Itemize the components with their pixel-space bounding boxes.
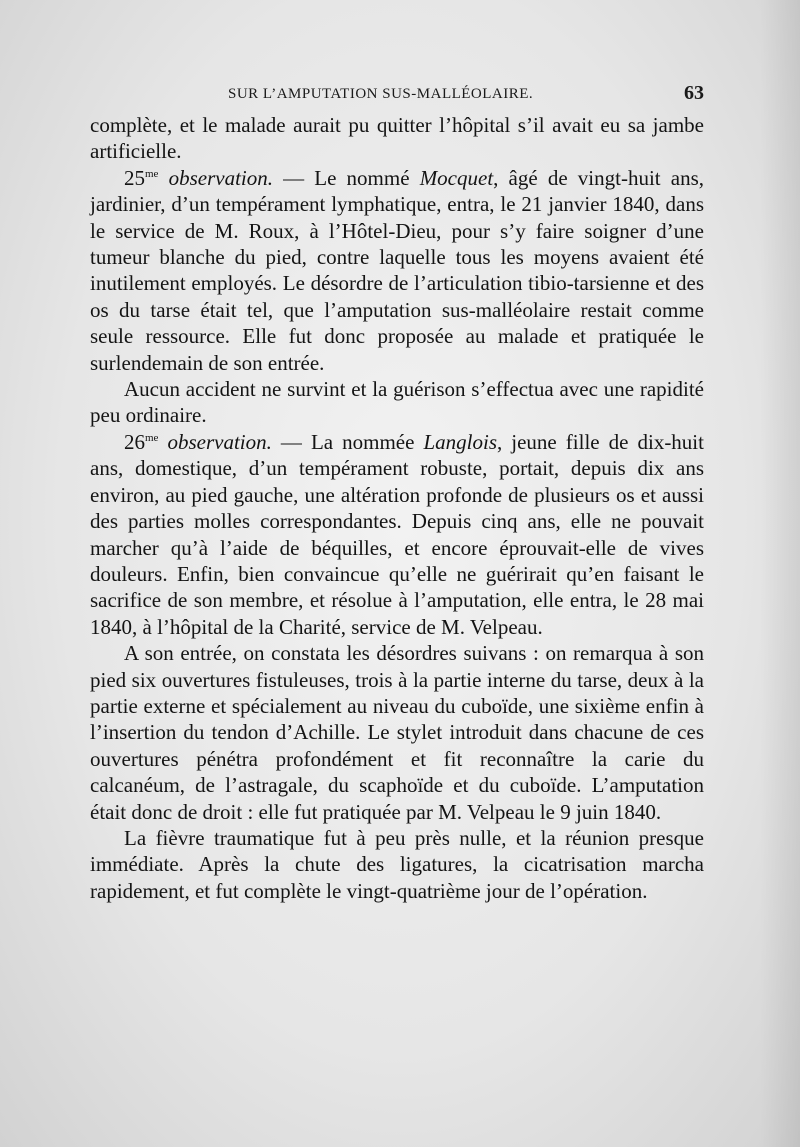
- running-title: SUR L’AMPUTATION SUS-MALLÉOLAIRE.: [228, 86, 534, 102]
- running-header: [90, 82, 704, 112]
- page-edge-shadow: [760, 0, 800, 1147]
- paragraph-observation-25: [90, 165, 704, 376]
- observation-number: $26^{me}$: [124, 429, 159, 454]
- paragraph-observation-26: [90, 429, 704, 640]
- paragraph-text: La fièvre traumatique fut à peu près nulle, et la réunion presque immédiate. Après la chute des ligatures, la cicatrisation marcha rapidement, et fut complète le vingt-quatrième jour de l’opération.: [90, 825, 704, 903]
- paragraph-text: Aucun accident ne survint et la guérison s’effectua avec une rapidité peu ordinaire.: [90, 377, 704, 428]
- paragraph-text: , jeune fille de dix-huit ans, domestique, d’un tempérament robuste, portait, depuis dix ans environ, au pied gauche, une altération profonde de plusieurs os et aussi des parties molles correspondantes. Depuis cinq ans, elle ne pouvait marcher qu’à l’aide de béquilles, et encore éprouvait-elle de vives douleurs. Enfin, bien convaincue qu’elle ne guérirait qu’en faisant le sacrifice de son membre, et résolue à l’amputation, elle entra, le 28 mai 1840, à l’hôpital de la Charité, service de M. Velpeau.: [90, 429, 704, 639]
- page-number: 63: [684, 82, 704, 104]
- observation-label: observation.: [167, 429, 272, 454]
- patient-name: Langlois: [423, 429, 497, 454]
- patient-name: Mocquet: [419, 165, 494, 190]
- observation-number: $25^{me}$: [124, 165, 159, 190]
- paragraph: [90, 640, 704, 825]
- paragraph-continued: [90, 112, 704, 165]
- observation-label: observation.: [168, 165, 273, 190]
- paragraph: [90, 825, 704, 904]
- paragraph-text: , âgé de vingt-huit ans, jardinier, d’un tempérament lymphatique, entra, le 21 janvier 1840, dans le service de M. Roux, à l’Hôtel-Dieu, pour s’y faire soigner d’une tumeur blanche du pied, contre laquelle tous les moyens avaient été inutilement employés. Le désordre de l’articulation tibio-tarsienne et des os du tarse était tel, que l’amputation sus-malléolaire restait comme seule ressource. Elle fut donc proposée au malade et pratiquée le surlendemain de son entrée.: [90, 165, 705, 375]
- body-text: [90, 112, 704, 904]
- observation-dash: — La nommée: [271, 429, 424, 454]
- paragraph: [90, 376, 704, 429]
- paragraph-text: complète, et le malade aurait pu quitter l’hôpital s’il avait eu sa jambe artificielle.: [90, 113, 704, 164]
- observation-dash: — Le nommé: [273, 165, 420, 190]
- paragraph-text: A son entrée, on constata les désordres suivans : on remarqua à son pied six ouvertures fistuleuses, trois à la partie interne du tarse, deux à la partie externe et spécialement au niveau du cuboïde, une sixième enfin à l’insertion du tendon d’Achille. Le stylet introduit dans chacune de ces ouvertures pénétra profondément et fit reconnaître la carie du calcanéum, de l’astragale, du scaphoïde et du cuboïde. L’amputation était donc de droit : elle fut pratiquée par M. Velpeau le 9 juin 1840.: [90, 641, 704, 824]
